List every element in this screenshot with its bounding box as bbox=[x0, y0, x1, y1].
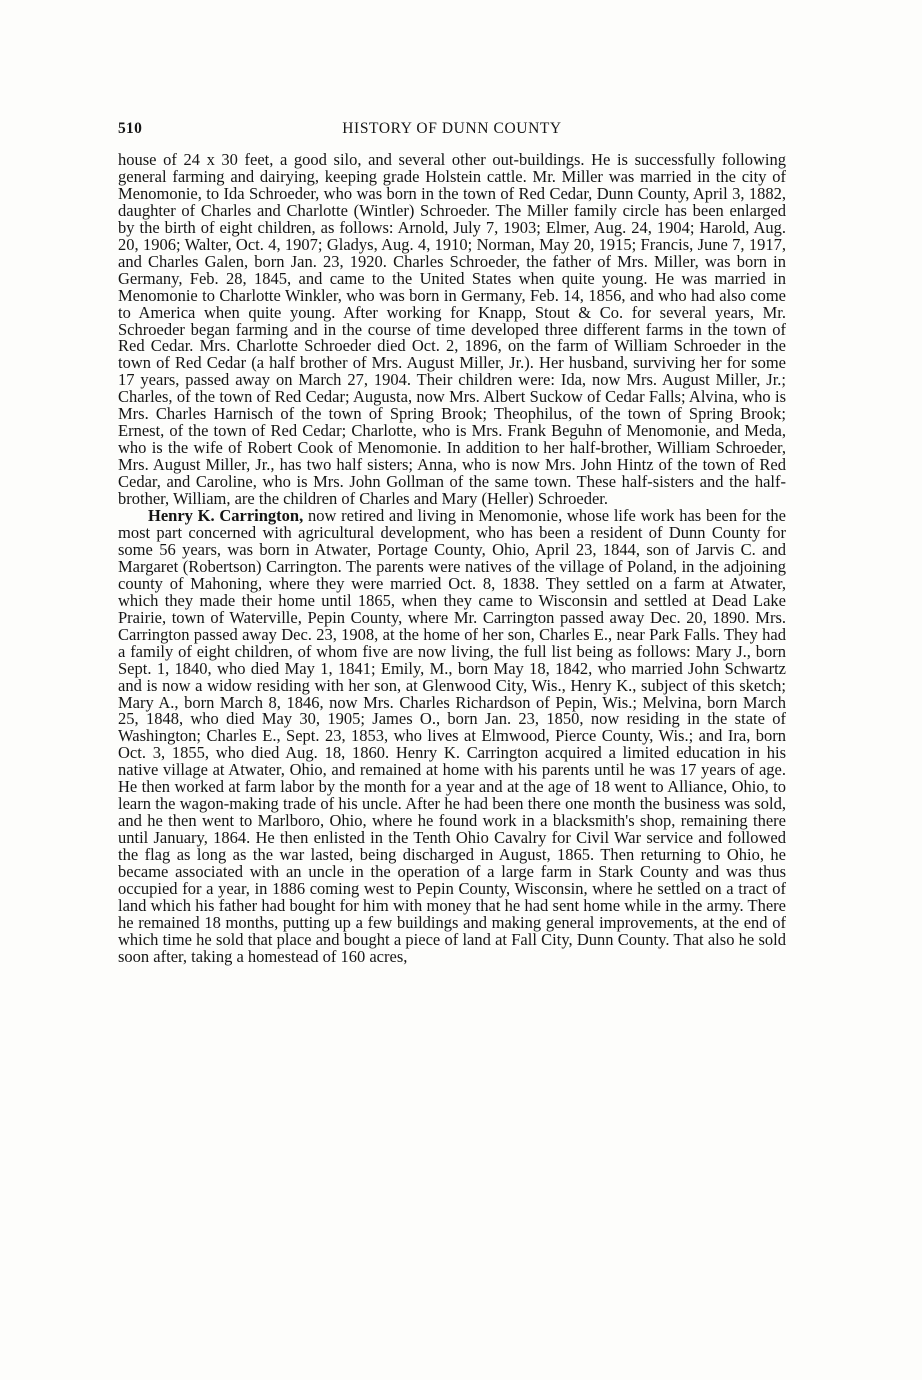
subject-name: Henry K. Carrington, bbox=[148, 506, 304, 526]
paragraph-carrington bbox=[118, 508, 786, 966]
body-text bbox=[118, 152, 786, 966]
page-number: 510 bbox=[118, 120, 143, 137]
paragraph-miller-family bbox=[118, 152, 786, 508]
paragraph-text: now retired and living in Menomonie, whose life work has been for the most part concerned with agricultural development, who has been a resident of Dunn County for some 56 years, was born in Atwater, Portage County, Ohio, April 23, 1844, son of Jarvis C. and Margaret (Robertson) Carrington. The parents were natives of the village of Poland, in the adjoining county of Mahoning, where they were married Oct. 8, 1838. They settled on a farm at Atwater, which they made their home until 1865, when they came to Wisconsin and settled at Dead Lake Prairie, town of Waterville, Pepin County, where Mr. Carrington passed away Dec. 20, 1890. Mrs. Carrington passed away Dec. 23, 1908, at the home of her son, Charles E., near Park Falls. They had a family of eight children, of whom five are now living, the full list being as follows: Mary J., born Sept. 1, 1840, who died May 1, 1841; Emily, M., born May 18, 1842, who married John Schwartz and is now a widow residing with her son, at Glenwood City, Wis., Henry K., subject of this sketch; Mary A., born March 8, 1846, now Mrs. Charles Richardson of Pepin, Wis.; Melvina, born March 25, 1848, who died May 30, 1905; James O., born Jan. 23, 1850, now residing in the state of Washington; Charles E., Sept. 23, 1853, who lives at Elmwood, Pierce County, Wis.; and Ira, born Oct. 3, 1855, who died Aug. 18, 1860. Henry K. Carrington acquired a limited education in his native village at Atwater, Ohio, and remained at home with his parents until he was 17 years of age. He then worked at farm labor by the month for a year and at the age of 18 went to Alliance, Ohio, to learn the wagon-making trade of his uncle. After he had been there one month the business was sold, and he then went to Marlboro, Ohio, where he found work in a blacksmith's shop, remaining there until January, 1864. He then enlisted in the Tenth Ohio Cavalry for Civil War service and followed the flag as long as the war lasted, being discharged in August, 1865. Then returning to Ohio, he became associated with an uncle in the operation of a large farm in Stark County and was thus occupied for a year, in 1886 coming west to Pepin County, Wisconsin, where he settled on a tract of land which his father had bought for him with money that he had sent home while in the army. There he remained 18 months, putting up a few buildings and making general improvements, at the end of which time he sold that place and bought a piece of land at Fall City, Dunn County. That also he sold soon after, taking a homestead of 160 acres, bbox=[118, 506, 786, 966]
paragraph-text: house of 24 x 30 feet, a good silo, and several other out-buildings. He is successfully following general farming and dairying, keeping grade Holstein cattle. Mr. Miller was married in the city of Menomonie, to Ida Schroeder, who was born in the town of Red Cedar, Dunn County, April 3, 1882, daughter of Charles and Charlotte (Wintler) Schroeder. The Miller family circle has been enlarged by the birth of eight children, as follows: Arnold, July 7, 1903; Elmer, Aug. 24, 1904; Harold, Aug. 20, 1906; Walter, Oct. 4, 1907; Gladys, Aug. 4, 1910; Norman, May 20, 1915; Francis, June 7, 1917, and Charles Galen, born Jan. 23, 1920. Charles Schroeder, the father of Mrs. Miller, was born in Germany, Feb. 28, 1845, and came to the United States when quite young. He was married in Menomonie to Charlotte Winkler, who was born in Germany, Feb. 14, 1856, and who had also come to America when quite young. After working for Knapp, Stout & Co. for several years, Mr. Schroeder began farming and in the course of time developed three different farms in the town of Red Cedar. Mrs. Charlotte Schroeder died Oct. 2, 1896, on the farm of William Schroeder in the town of Red Cedar (a half brother of Mrs. August Miller, Jr.). Her husband, surviving her for some 17 years, passed away on March 27, 1904. Their children were: Ida, now Mrs. August Miller, Jr.; Charles, of the town of Red Cedar; Augusta, now Mrs. Albert Suckow of Cedar Falls; Alvina, who is Mrs. Charles Harnisch of the town of Spring Brook; Theophilus, of the town of Spring Brook; Ernest, of the town of Red Cedar; Charlotte, who is Mrs. Frank Beguhn of Menomonie, and Meda, who is the wife of Robert Cook of Menomonie. In addition to her half-brother, William Schroeder, Mrs. August Miller, Jr., has two half sisters; Anna, who is now Mrs. John Hintz of the town of Red Cedar, and Caroline, who is Mrs. John Gollman of the same town. These half-sisters and the half-brother, William, are the children of Charles and Mary (Heller) Schroeder. bbox=[118, 150, 786, 509]
page-title: HISTORY OF DUNN COUNTY bbox=[342, 120, 562, 137]
running-head bbox=[118, 118, 786, 142]
